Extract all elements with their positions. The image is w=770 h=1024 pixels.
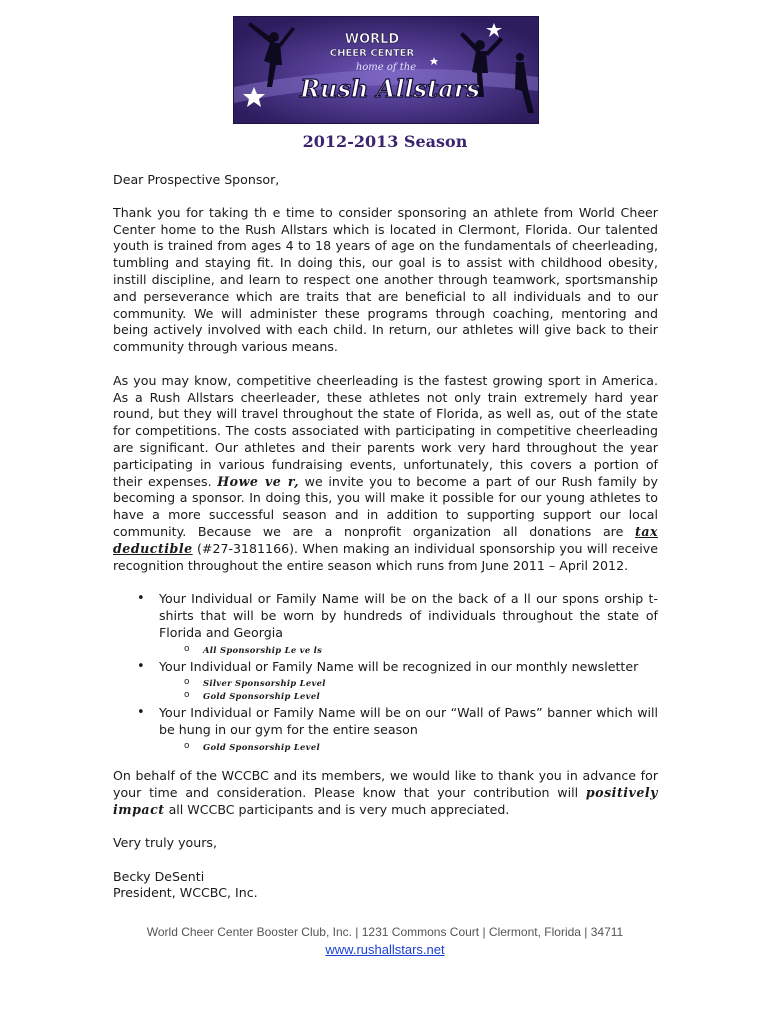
benefit-text: Your Individual or Family Name will be on the back of a ll our spons orship t-shirts that will be worn by hundreds of individuals throughout the state of Florida and Georgia (159, 591, 658, 640)
cost-text-part2: we invite you to become a part of our Rush family by becoming a sponsor. In doing this, you will make it possible for our young athletes to have a more successful season and in addition to supporting support our local community. Because we are a nonprofit organization all donations are (113, 473, 658, 539)
signer-title: President, WCCBC, Inc. (113, 885, 258, 901)
banner-tagline: home of the (355, 62, 417, 73)
benefit-item (113, 591, 658, 656)
tax-deductible-emphasis: tax deductible (113, 523, 658, 556)
sponsorship-level: o Gold Sponsorship Level (159, 741, 658, 754)
benefit-item (113, 705, 658, 754)
banner-brand-line1: WORLD (344, 32, 400, 47)
benefit-text: Your Individual or Family Name will be on our “Wall of Paws” banner which will be hung in our gym for the entire season (159, 705, 658, 738)
banner-team-name: Rush Allstars (300, 74, 480, 103)
sponsorship-level: o Gold Sponsorship Level (159, 690, 658, 703)
thanks-text-part1: On behalf of the WCCBC and its members, we would like to thank you in advance for your time and consideration. Please know that your contribution will (113, 767, 658, 800)
salutation: Dear Prospective Sponsor, (113, 172, 280, 187)
banner-artwork (234, 17, 538, 123)
footer-address: World Cheer Center Booster Club, Inc. | 1231 Commons Court | Clermont, Florida | 34711 (146, 925, 624, 939)
sponsorship-level: o Silver Sponsorship Level (159, 677, 658, 690)
footer-website (0, 942, 770, 957)
sponsorship-benefits-list (113, 591, 658, 754)
signer-name: Becky DeSenti (113, 868, 205, 884)
benefit-levels (159, 677, 658, 703)
season-heading: 2012-2013 Season (302, 132, 468, 151)
banner-brand-line2: CHEER CENTER (329, 48, 415, 59)
cost-text-part3: (#27-3181166). When making an individual sponsorship you will receive recognition throughout the entire season which runs from June 2011 – April 2012. (113, 540, 658, 573)
benefit-text: Your Individual or Family Name will be recognized in our monthly newsletter (159, 658, 639, 674)
however-emphasis: Howe ve r, (217, 473, 299, 489)
benefit-item (113, 659, 658, 704)
thanks-text-part2: all WCCBC participants and is very much appreciated. (164, 801, 510, 817)
thanks-paragraph (113, 768, 658, 818)
intro-paragraph: Thank you for taking th e time to consider sponsoring an athlete from World Cheer Center home to the Rush Allstars which is located in Clermont, Florida. Our talented youth is trained from ages 4 to 18 years of age on the fundamentals of cheerleading, tumbling and staying fit. In doing this, our goal is to assist with childhood obesity, instill discipline, and learn to respect one another through teamwork, sportsmanship and perseverance which are traits that are beneficial to all individuals and to our community. We will administer these programs through coaching, mentoring and being actively involved with each child. In return, our athletes will give back to their community through various means. (113, 204, 658, 355)
cost-text-part1: As you may know, competitive cheerleading is the fastest growing sport in America. As a Rush Allstars cheerleader, these athletes not only train extremely hard year round, but they will travel throughout the state of Florida, as well as, out of the state for competitions. The costs associated with participating in competitive cheerleading are significant. Our athletes and their parents work very hard throughout the year participating in various fundraising events, unfortunately, this covers a portion of their expenses. (113, 372, 658, 489)
benefit-levels (159, 741, 658, 754)
benefit-levels (159, 644, 658, 657)
website-link[interactable]: www.rushallstars.net (325, 942, 445, 957)
signature-block (113, 869, 658, 903)
cost-paragraph (113, 373, 658, 575)
sponsorship-level: o All Sponsorship Le ve ls (159, 644, 658, 657)
positively-impact-emphasis: positively impact (113, 784, 658, 817)
letter-body (113, 172, 658, 902)
closing: Very truly yours, (113, 835, 217, 851)
header-banner (233, 16, 539, 124)
